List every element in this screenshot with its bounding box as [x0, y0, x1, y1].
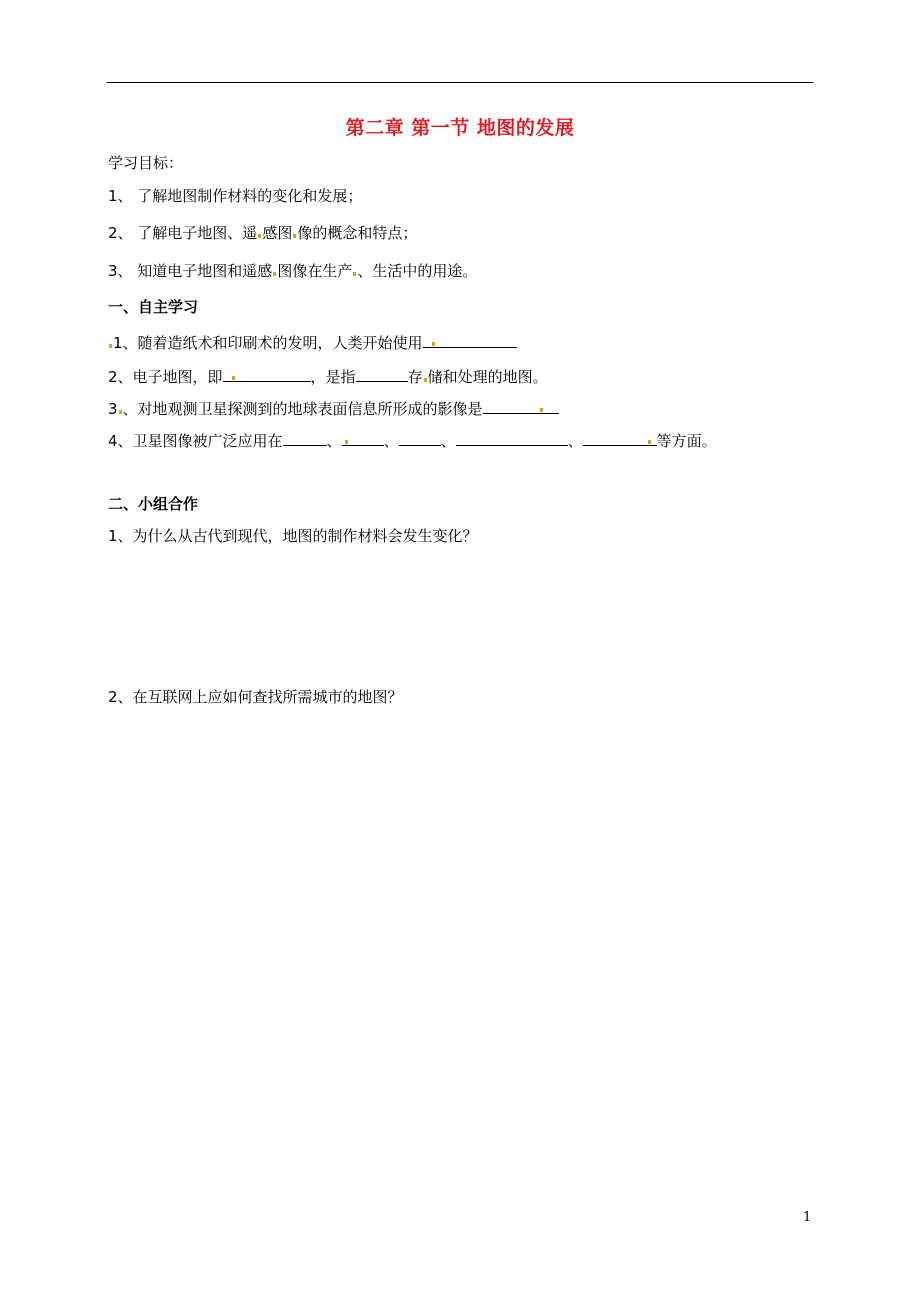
edit-mark-icon: [648, 440, 651, 444]
edit-mark-icon: [424, 378, 427, 382]
edit-mark-icon: [119, 410, 122, 414]
edit-mark-icon: [232, 376, 235, 380]
answer-blank[interactable]: [456, 431, 568, 446]
answer-blank[interactable]: [423, 333, 517, 348]
section-group-work-heading: 二、小组合作: [108, 495, 199, 513]
answer-blank[interactable]: [399, 431, 441, 446]
answer-blank[interactable]: [283, 431, 327, 446]
edit-mark-icon: [273, 272, 276, 276]
question-1-2: 2、电子地图，即 ，是指 存 储和处理的地图。: [108, 368, 548, 386]
edit-mark-icon: [345, 440, 348, 444]
edit-mark-icon: [258, 234, 261, 238]
page-number: 1: [803, 1210, 812, 1225]
header-rule: [107, 82, 813, 83]
question-2-2: 2、在互联网上应如何查找所需城市的地图？: [108, 688, 403, 706]
edit-mark-icon: [432, 342, 435, 346]
answer-blank[interactable]: [356, 367, 408, 382]
edit-mark-icon: [293, 234, 296, 238]
question-2-1: 1、为什么从古代到现代，地图的制作材料会发生变化？: [108, 527, 478, 545]
section-self-study-heading: 一、自主学习: [108, 298, 199, 316]
objective-1: 1、 了解地图制作材料的变化和发展；: [108, 187, 363, 205]
edit-mark-icon: [353, 272, 356, 276]
question-1-1: 1、随着造纸术和印刷术的发明，人类开始使用: [108, 333, 517, 353]
answer-blank[interactable]: [483, 399, 559, 414]
answer-blank[interactable]: [223, 367, 311, 382]
edit-mark-icon: [109, 344, 112, 348]
question-1-3: 3 、对地观测卫星探测到的地球表面信息所形成的影像是: [108, 399, 559, 419]
objective-3: 3、 知道电子地图和遥感 图像在生产 、生活中的用途。: [108, 262, 478, 280]
objective-2: 2、 了解电子地图、遥 感图 像的概念和特点；: [108, 224, 418, 242]
answer-blank[interactable]: [583, 431, 657, 446]
question-1-4: 4、卫星图像被广泛应用在 、 、 、 、 等方面。: [108, 432, 717, 450]
objectives-heading: 学习目标：: [108, 154, 184, 172]
edit-mark-icon: [540, 408, 543, 412]
page-title: 第二章 第一节 地图的发展: [345, 117, 575, 139]
answer-blank[interactable]: [342, 431, 384, 446]
